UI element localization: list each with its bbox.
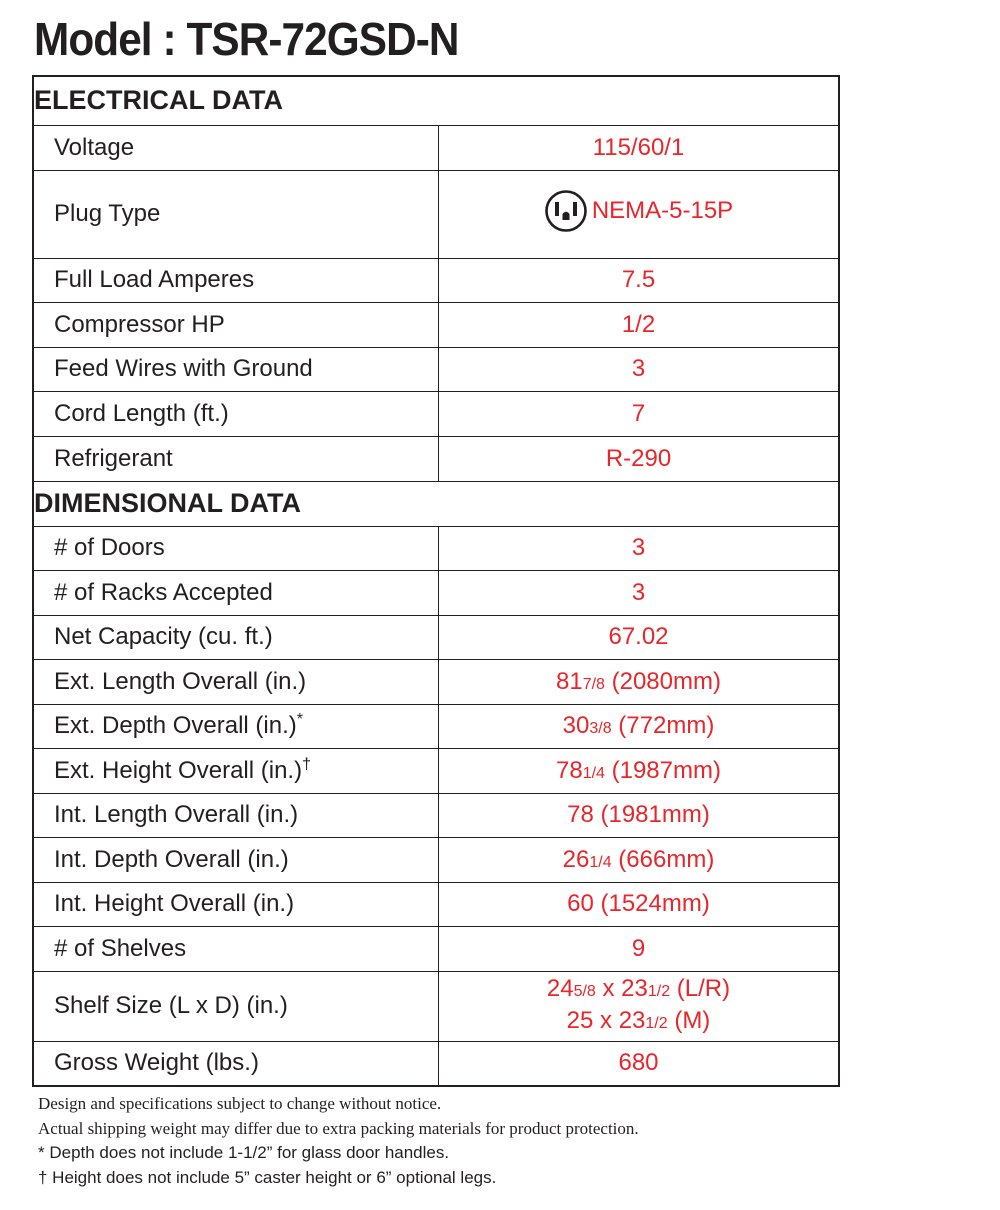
section-header-electrical	[33, 76, 839, 125]
table-row	[33, 748, 839, 793]
value-part: x 23	[595, 975, 648, 1002]
value-fraction: 1/4	[582, 764, 605, 782]
table-row	[33, 170, 839, 258]
label-text: Ext. Height Overall (in.)	[54, 756, 303, 784]
row-value: 680	[439, 1041, 840, 1086]
value-fraction: 1/2	[647, 983, 671, 1000]
row-value: 7.5	[439, 258, 840, 302]
row-value: 115/60/1	[439, 125, 840, 170]
row-label: Refrigerant	[33, 436, 439, 481]
row-value	[439, 971, 840, 1041]
table-row	[33, 302, 839, 347]
page-title: Model : TSR-72GSD-N	[34, 13, 459, 65]
table-row	[33, 793, 839, 837]
value-fraction: 1/4	[589, 853, 612, 871]
row-value	[439, 837, 840, 882]
value-fraction: 7/8	[582, 675, 605, 693]
spec-table	[32, 75, 840, 1087]
footnote-mark: †	[302, 755, 311, 773]
value-whole: 30	[562, 712, 590, 739]
footnote-line: * Depth does not include 1-1/2” for glass door handles.	[38, 1143, 450, 1162]
shelf-size-line-m	[439, 1006, 838, 1038]
section-header-dimensional	[33, 481, 839, 526]
row-value: 60 (1524mm)	[439, 882, 840, 926]
table-row	[33, 659, 839, 704]
table-row	[33, 971, 839, 1041]
row-value: 78 (1981mm)	[439, 793, 840, 837]
value-whole: 26	[562, 845, 590, 873]
value-part: 24	[546, 975, 574, 1002]
table-row	[33, 347, 839, 391]
table-row	[33, 125, 839, 170]
table-row	[33, 258, 839, 302]
value-metric: (666mm)	[611, 845, 715, 873]
row-value: 7	[439, 391, 840, 436]
row-value	[439, 170, 840, 258]
row-value: 9	[439, 926, 840, 971]
table-row	[33, 570, 839, 615]
shelf-size-line-lr	[439, 974, 838, 1006]
value-part: 25 x 23	[566, 1007, 646, 1034]
footnote-line: Design and specifications subject to change without notice.	[38, 1094, 442, 1113]
row-value: 3	[439, 526, 840, 570]
table-row	[33, 615, 839, 659]
row-label: Net Capacity (cu. ft.)	[33, 615, 439, 659]
row-label: Voltage	[33, 125, 439, 170]
table-row	[33, 704, 839, 748]
footnote-line: † Height does not include 5” caster height or 6” optional legs.	[38, 1167, 497, 1187]
table-row	[33, 1041, 839, 1086]
row-label: Gross Weight (lbs.)	[33, 1041, 439, 1086]
value-metric: (1987mm)	[604, 756, 721, 784]
table-row	[33, 436, 839, 481]
section-title: DIMENSIONAL DATA	[33, 481, 839, 526]
row-label	[33, 704, 439, 748]
row-value	[439, 748, 840, 793]
value-metric: (2080mm)	[604, 667, 721, 695]
value-fraction: 1/2	[645, 1015, 668, 1032]
row-label: Int. Depth Overall (in.)	[33, 837, 439, 882]
table-row	[33, 837, 839, 882]
row-label: Int. Length Overall (in.)	[33, 793, 439, 837]
footnote-mark: *	[296, 711, 303, 728]
row-label	[33, 748, 439, 793]
section-title: ELECTRICAL DATA	[33, 76, 839, 125]
row-label: Compressor HP	[33, 302, 439, 347]
nema-plug-icon	[544, 189, 588, 233]
value-part: (L/R)	[670, 975, 731, 1002]
row-value: 3	[439, 347, 840, 391]
value-part: (M)	[667, 1007, 711, 1034]
row-label: # of Doors	[33, 526, 439, 570]
row-label: Ext. Length Overall (in.)	[33, 659, 439, 704]
footnotes	[38, 1092, 639, 1190]
plug-type-value	[544, 189, 733, 233]
row-label: Int. Height Overall (in.)	[33, 882, 439, 926]
row-label: Cord Length (ft.)	[33, 391, 439, 436]
value-metric: (772mm)	[611, 712, 715, 739]
table-row	[33, 391, 839, 436]
value-fraction: 5/8	[573, 983, 596, 1000]
value-fraction: 3/8	[589, 720, 612, 737]
row-label: Shelf Size (L x D) (in.)	[33, 971, 439, 1041]
table-row	[33, 926, 839, 971]
row-value	[439, 659, 840, 704]
table-row	[33, 882, 839, 926]
row-label: Full Load Amperes	[33, 258, 439, 302]
value-whole: 78	[556, 756, 583, 784]
row-label: # of Racks Accepted	[33, 570, 439, 615]
row-label: Feed Wires with Ground	[33, 347, 439, 391]
value-whole: 81	[556, 667, 583, 695]
row-label: # of Shelves	[33, 926, 439, 971]
row-value: 1/2	[439, 302, 840, 347]
row-value: R-290	[439, 436, 840, 481]
footnote-line: Actual shipping weight may differ due to extra packing materials for product protection.	[38, 1118, 639, 1138]
label-text: Ext. Depth Overall (in.)	[54, 712, 297, 739]
row-value: 3	[439, 570, 840, 615]
plug-type-text: NEMA-5-15P	[591, 196, 734, 224]
row-value	[439, 704, 840, 748]
row-value: 67.02	[439, 615, 840, 659]
row-label: Plug Type	[33, 170, 439, 258]
table-row	[33, 526, 839, 570]
